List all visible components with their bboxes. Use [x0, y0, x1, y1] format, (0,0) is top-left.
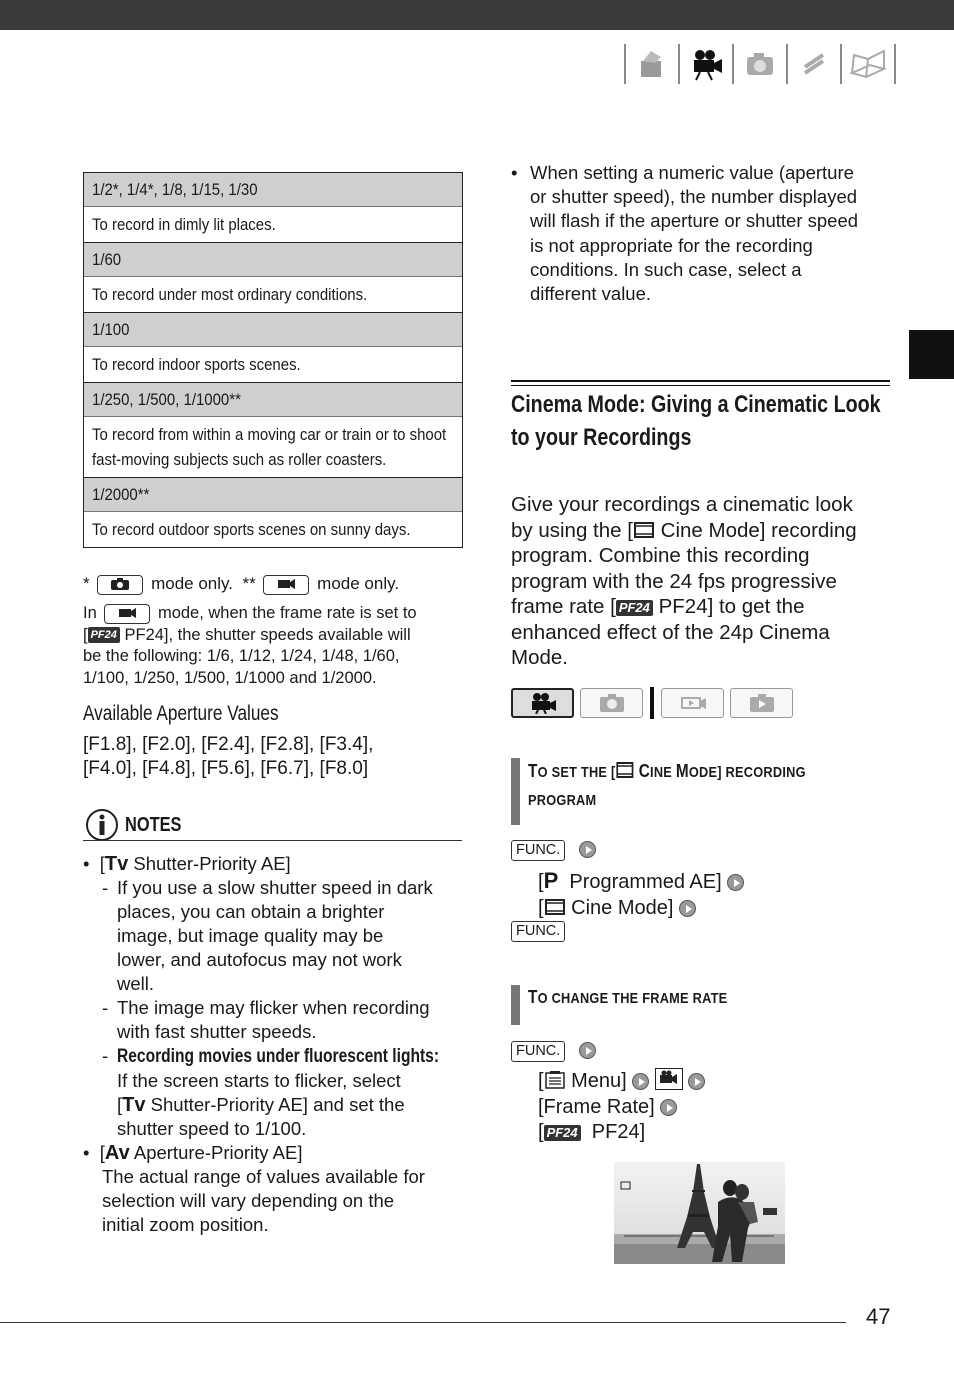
note-bold-text: Recording movies under fluorescent lights: [117, 1046, 440, 1067]
photo-mode-badge [97, 575, 143, 595]
footnote-mode-only [83, 574, 399, 595]
top-bar [0, 0, 954, 30]
aperture-section [83, 702, 322, 726]
pf24-icon: PF24 [616, 600, 653, 616]
note-text: is not appropriate for the recording [530, 234, 813, 256]
av-mode-icon: Av [104, 1142, 130, 1164]
table-row [84, 346, 462, 382]
next-arrow-icon [579, 841, 596, 858]
shutter-condition: To record in dimly lit places. [92, 215, 276, 234]
footnote-text: mode only. [317, 574, 400, 593]
note-text: selection will vary depending on the [102, 1190, 395, 1211]
frame-rate-note [83, 603, 417, 689]
next-arrow-icon [579, 1042, 596, 1059]
intro-text: enhanced effect of the 24p Cinema [511, 620, 830, 644]
note-text: or shutter speed), the number displayed [530, 186, 858, 208]
cine-mode-icon [544, 898, 566, 916]
table-row [84, 416, 462, 477]
subheading-text: O CHANGE THE FRAME RATE [537, 990, 728, 1007]
note-text: lower, and autofocus may not work [117, 949, 402, 970]
step-text: [ [538, 871, 544, 893]
shutter-speed-table [83, 172, 463, 548]
step-text: Programmed AE] [569, 871, 722, 893]
shutter-speed-value: 1/100 [92, 320, 130, 339]
page-title [511, 390, 954, 456]
note-text: places, you can obtain a brighter [117, 901, 385, 922]
book-icon [846, 44, 890, 84]
photo-playback-tab [730, 688, 793, 718]
subheading-text: PROGRAM [528, 792, 597, 809]
step-text: PF24] [591, 1121, 646, 1143]
list-item: - The image may flicker when recording with fast shutter speeds. [83, 996, 473, 1044]
step-func-3 [511, 1041, 596, 1062]
step-text: [Frame Rate] [538, 1095, 655, 1118]
note-text: initial zoom position. [102, 1214, 269, 1235]
note-text: If the screen starts to flicker, select [117, 1070, 401, 1091]
intro-text: program with the 24 fps progressive [511, 569, 837, 593]
notes-divider [83, 840, 462, 841]
step-text: Cine Mode] [571, 896, 674, 919]
subheading-text: ODE] RECORDING [688, 764, 806, 781]
numeric-value-note: • When setting a numeric value (aperture or shutter speed), the number displayed will flash if the aperture or shutter speed is not appropriate for the recording conditions. In such case, select a different value. [511, 161, 858, 306]
title-rule [511, 380, 890, 382]
step-text: [ [538, 1070, 544, 1092]
next-arrow-icon [679, 900, 696, 917]
frame-rate-note-text: mode, when the frame rate is set to [157, 604, 417, 622]
mode-divider [650, 687, 654, 719]
step-text: Menu] [571, 1070, 627, 1092]
intro-paragraph [511, 492, 857, 671]
next-arrow-icon [727, 874, 744, 891]
step-list-1 [538, 868, 744, 921]
intro-text: Mode. [511, 646, 568, 669]
note-text: If you use a slow shutter speed in dark [117, 877, 433, 898]
page-title-line: Cinema Mode: Giving a Cinematic Look [511, 391, 881, 418]
shutter-condition: To record from within a moving car or train or to shoot fast-moving subjects such as roller coasters. [92, 425, 447, 469]
programmed-ae-icon: P [543, 868, 559, 893]
table-row [84, 173, 462, 206]
page-number: 47 [866, 1304, 891, 1329]
movie-mode-badge [263, 575, 309, 595]
intro-text: Cine Mode] recording [660, 518, 857, 542]
step-text: [ [538, 896, 544, 919]
section-navigation [620, 44, 900, 86]
table-row [84, 511, 462, 547]
shutter-condition: To record outdoor sports scenes on sunny days. [92, 520, 411, 539]
movie-camera-icon [528, 692, 558, 714]
table-row [84, 206, 462, 242]
subheading-text: C [638, 761, 651, 781]
cine-mode-icon [615, 761, 634, 779]
intro-text: PF24] to get the [658, 595, 805, 618]
note-text: will flash if the aperture or shutter speed [530, 210, 859, 232]
page-title-line: to your Recordings [511, 424, 692, 451]
subheading-text: M [675, 761, 689, 781]
shutter-condition: To record under most ordinary conditions. [92, 285, 368, 304]
photo-camera-icon [738, 44, 782, 84]
shutter-speed-value: 1/2000** [92, 485, 150, 504]
step-func-1 [511, 840, 596, 861]
photo-playback-icon [748, 693, 776, 713]
movie-playback-icon [678, 692, 708, 714]
photo-mode-tab [580, 688, 643, 718]
movie-playback-tab [661, 688, 724, 718]
menu-icon [544, 1070, 566, 1090]
pf24-icon: PF24 [88, 627, 120, 643]
subheading-text: T [528, 761, 538, 781]
note-text: image, but image quality may be [117, 925, 384, 946]
info-icon [85, 808, 119, 842]
intro-text: program. Combine this recording [511, 544, 810, 567]
note-text: shutter speed to 1/100. [117, 1118, 307, 1139]
note-text: When setting a numeric value (aperture [530, 162, 854, 183]
camera-setup-icon [655, 1068, 683, 1090]
pf24-icon: PF24 [544, 1125, 581, 1141]
next-arrow-icon [660, 1099, 677, 1116]
next-arrow-icon [632, 1073, 649, 1090]
subheading-text: T [528, 987, 538, 1007]
title-rule [511, 385, 890, 386]
note-text: Shutter-Priority AE] and set the [150, 1094, 405, 1115]
func-button: FUNC. [511, 1041, 565, 1062]
step-list-2 [538, 1068, 705, 1146]
cine-mode-icon [633, 521, 655, 539]
photo-camera-icon [598, 693, 626, 713]
func-button: FUNC. [511, 840, 565, 861]
footer-rule [0, 1322, 846, 1323]
aperture-values-line: [F1.8], [F2.0], [F2.4], [F2.8], [F3.4], [83, 734, 374, 755]
movie-mode-badge [104, 604, 150, 624]
footnote-text: mode only. [151, 574, 233, 593]
preparation-icon [630, 44, 674, 84]
list-item: • [Tv Shutter-Priority AE] [83, 853, 291, 875]
subheading-set-cine-mode [528, 758, 806, 814]
table-row [84, 312, 462, 346]
frame-rate-note-text: PF24], the shutter speeds available will [124, 625, 411, 644]
note-text: well. [117, 973, 155, 994]
step-func-2 [511, 921, 565, 942]
notes-header [85, 808, 194, 842]
tv-mode-label: Shutter-Priority AE] [133, 853, 291, 874]
list-item: - Recording movies under fluorescent lights: If the screen starts to flicker, select [Tv Shutter-Priority AE] and set the shutter speed to 1/100. [83, 1044, 473, 1141]
step-text: [ [538, 1121, 544, 1143]
aperture-values-line: [F4.0], [F4.8], [F5.6], [F6.7], [F8.0] [83, 758, 369, 780]
av-mode-label: Aperture-Priority AE] [133, 1142, 303, 1163]
note-text: with fast shutter speeds. [117, 1021, 317, 1042]
subheading-text: O SET THE [ [537, 764, 616, 781]
subheading-bar [511, 985, 520, 1025]
eiffel-tower-photo [614, 1162, 785, 1264]
shutter-speed-value: 1/2*, 1/4*, 1/8, 1/15, 1/30 [92, 180, 258, 199]
intro-text: Give your recordings a cinematic look [511, 493, 853, 516]
list-item: - If you use a slow shutter speed in dark places, you can obtain a brighter image, but image quality may be lower, and autofocus may not work well. [83, 876, 473, 996]
note-text: different value. [530, 283, 652, 305]
subheading-text: INE [650, 764, 676, 781]
table-row [84, 276, 462, 312]
footnote-star: ** [242, 574, 256, 593]
note-text: The actual range of values available for [102, 1166, 425, 1187]
note-text: The image may flicker when recording [117, 997, 430, 1018]
aperture-title: Available Aperture Values [83, 702, 279, 725]
table-row [84, 242, 462, 276]
notes-list [83, 852, 473, 1237]
intro-text: frame rate [ [511, 595, 616, 618]
next-arrow-icon [688, 1073, 705, 1090]
shutter-speed-value: 1/60 [92, 250, 122, 269]
intro-text: by using the [ [511, 518, 633, 542]
tv-mode-icon: Tv [122, 1094, 146, 1116]
mode-availability-tabs [511, 687, 799, 719]
frame-rate-note-text: 1/100, 1/250, 1/500, 1/1000 and 1/2000. [83, 668, 377, 687]
note-text: conditions. In such case, select a [530, 258, 802, 280]
frame-rate-note-text: be the following: 1/6, 1/12, 1/24, 1/48, 1/60, [83, 647, 400, 665]
func-button: FUNC. [511, 921, 565, 942]
subheading-change-frame-rate [528, 984, 727, 1012]
shutter-condition: To record indoor sports scenes. [92, 355, 301, 374]
tv-mode-icon: Tv [104, 853, 129, 875]
movie-mode-tab [511, 688, 574, 718]
movie-camera-icon [684, 44, 728, 84]
external-connections-icon [792, 44, 836, 84]
list-item [83, 1165, 473, 1237]
footnote-star: * [83, 574, 90, 593]
frame-rate-note-text: In [83, 604, 97, 622]
notes-title: NOTES [125, 813, 182, 836]
chapter-tab [909, 330, 954, 379]
frame-rate-note-text: [ [83, 625, 88, 644]
subheading-bar [511, 758, 520, 825]
shutter-speed-value: 1/250, 1/500, 1/1000** [92, 390, 241, 409]
table-row [84, 382, 462, 416]
aperture-values [83, 733, 373, 782]
table-row [84, 477, 462, 511]
list-item: • [Av Aperture-Priority AE] [83, 1142, 303, 1164]
